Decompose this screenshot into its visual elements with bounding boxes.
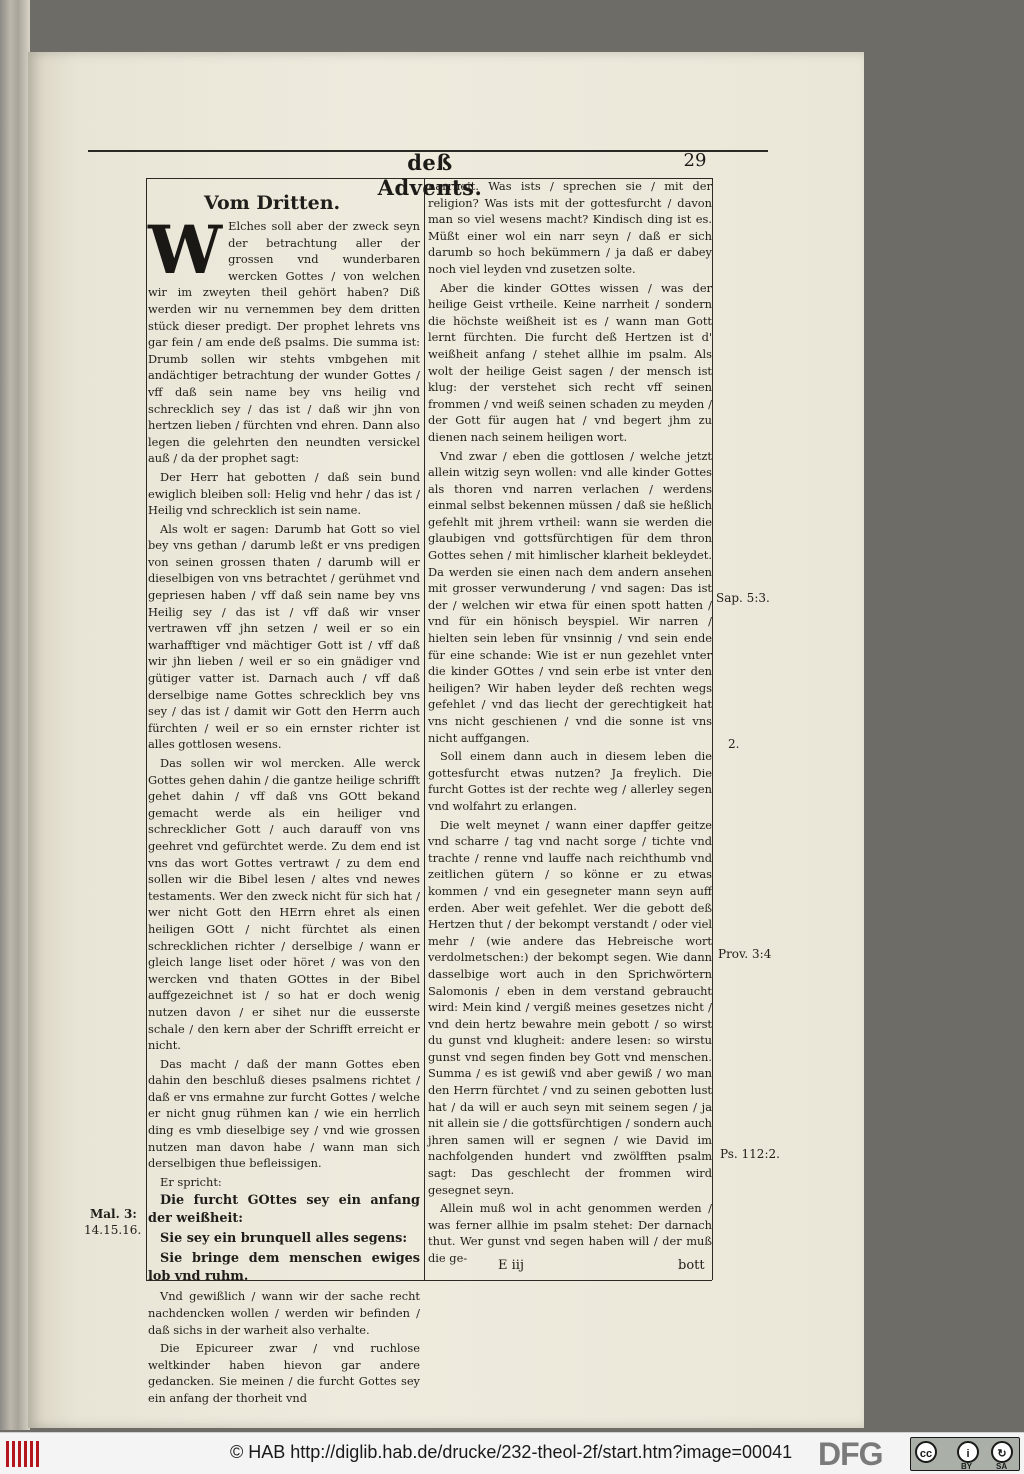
signature-mark: E iij	[498, 1258, 524, 1273]
right-margin-rule	[712, 178, 713, 1280]
viewer-footer	[0, 1432, 1024, 1474]
paragraph: Der Herr hat gebotten / daß sein bund ewiglich bleiben soll: Helig vnd hehr / das ist / Heilig vnd schrecklich ist sein name.	[148, 469, 420, 518]
column-divider	[424, 178, 425, 1280]
marginal-note-sap: Sap. 5:3.	[716, 591, 770, 605]
left-margin-rule	[146, 178, 147, 1280]
paragraph: Er spricht:	[160, 1174, 222, 1189]
marginal-note-mal: Mal. 3:	[90, 1207, 137, 1221]
cc-license-badge[interactable]	[910, 1437, 1020, 1471]
running-head: deß Advents.	[377, 150, 483, 200]
paragraph-text: Elches soll aber der zweck seyn der betrachtung aller der grossen vnd wunderbaren wercken Gottes / von welchen wir im zweyten theil gehört haben? Diß werden wir nu vernemmen bey dem dritten stück dieser predigt. Der prophet lehrets vns gar fein / am ende deß psalms. Die summa ist: Drumb sollen wir stehts vmbgehen mit andächtiger betrachtung der wunder Gottes / vff daß sein name bey vns heilig vnd schrecklich sey / das ist / daß wir jhn von hertzen lieben / fürchten vnd ehren. Dann also legen die gelehrten den neundten versickel auß / da der prophet sagt:	[148, 219, 420, 466]
paragraph: Das macht / daß der mann Gottes eben dahin den beschluß dieses psalmens richtet / daß er vns ermahne zur furcht Gottes / welche er nicht gnug rühmen kan / wie ein herrlich ding es vmb dieselbige sey / vnd wie grossen nutzen man davon habe / wann man sich derselbigen thue befleissigen.	[148, 1056, 420, 1171]
dfg-logo[interactable]: DFG	[818, 1436, 883, 1472]
section-heading: Vom Dritten.	[204, 192, 341, 214]
marginal-note-mal-verses: 14.15.16.	[84, 1223, 142, 1237]
hab-logo-icon	[6, 1441, 40, 1467]
copyright-link[interactable]: © HAB http://diglib.hab.de/drucke/232-theol-2f/start.htm?image=00041	[230, 1442, 793, 1462]
drop-cap: W	[148, 211, 223, 289]
paragraph: Vnd zwar / eben die gottlosen / welche jetzt allein witzig seyn wollen: vnd alle kinder Gottes als thoren vnd narren verlachen / werdens einmal selbst bekennen müssen / daß sie heßlich gefehlt mit jhrem vrtheil: wann sie werden die glaubigen vnd gottsfürchtigen für dem thron Gottes sehen / mit himlischer klarheit bekleydet. Da werden sie einen nach dem andern ansehen mit grosser verwunderung / vnd sagen: Das ist der / welchen wir etwa für einen spott hatten / vnd für ein hönisch beyspiel. Wir narren / hielten sein leben für vnsinnig / vnd sein ende für eine schande: Wie ist er nun gezehlet vnter die kinder GOttes / vnd sein erbe ist vnter den heiligen? Wir haben leyder deß rechten wegs gefehlet / vnd das liecht der gerechtigkeit hat vns nicht geschienen / vnd die sonne ist vns nicht auffgangen.	[428, 448, 712, 745]
paragraph: Die Epicureer zwar / vnd ruchlose weltkinder haben hievon gar andere gedancken. Sie meinen / die furcht Gottes sey ein anfang der thorheit vnd	[148, 1341, 420, 1405]
paragraph: Soll einem dann auch in diesem leben die gottesfurcht etwas nutzen? Ja freylich. Die furcht Gottes ist der rechte weg / allerley segen vnd wolfahrt zu erlangen.	[428, 749, 712, 813]
emphasized-line: Sie sey ein brunquell alles segens:	[160, 1231, 408, 1247]
paragraph: Die welt meynet / wann einer dapffer geitze vnd scharre / tag vnd nacht sorge / tichte vnd trachte / renne vnd lauffe nach reichthumb vnd zeitlichen gütern / so könne er zu etwas kommen / vnd ein gesegneter mann seyn auff erden. Aber weit gefehlet. Wer die gebott deß Hertzen thut / der bekompt verstandt / oder viel mehr / (wie andere das Hebreische wort verdolmetschen:) der bekompt segen. Wie dann dasselbige wort auch in den Sprichwörtern Salomonis / eben in dem verstand gebraucht wird: Mein kind / vergiß meines gesetzes nicht / vnd dein hertz bewahre mein gebott / so wirst du gunst vnd klugheit: andere lesen: so wirstu gunst vnd segen finden bey Gott vnd menschen. Summa / es ist gewiß vnd aber gewiß / wo man den Herrn fürchtet / vnd zu seinen gebotten lust hat / da will er auch seyn mit seinem segen / ja nit allein sie / die gottsfürchtigen / sondern auch jhren samen will er segnen / wie David im nachfolgenden hundert vnd zwölfften psalm sagt: Das geschlecht der frommen wird gesegnet seyn.	[428, 817, 712, 1197]
catchword: bott	[678, 1258, 705, 1273]
marginal-note-prov: Prov. 3:4	[718, 947, 772, 961]
emphasized-line: Sie bringe dem menschen ewiges lob vnd ruhm.	[148, 1251, 420, 1285]
paragraph: Allein muß wol in acht genommen werden / was ferner allhie im psalm stehet: Der darnach thut. Wer gunst vnd segen haben will / der muß die ge-	[428, 1201, 712, 1265]
paragraph: Als wolt er sagen: Darumb hat Gott so viel bey vns gethan / darumb leßt er vns predigen von seinen grossen thaten / darumb will er dieselbigen von vns betrachtet / gerühmet vnd gepriesen haben / vff daß sein name bey vns Heilig sey / das ist / vff daß wir vnser vertrawen vff jhn setzen / weil er so ein warhafftiger vnd mächtiger Gott ist / vff daß wir jhn lieben / weil er so ein gnädiger vnd gütiger vatter ist. Darnach auch / vff daß derselbige name Gottes schrecklich bey vns sey / das ist / damit wir Gott den Herrn auch fürchten / weil er so ein ernster richter ist alles gottlosen wesens.	[148, 521, 420, 752]
sa-label: SA	[996, 1462, 1008, 1471]
by-label: BY	[961, 1462, 973, 1471]
paragraph: narrheit. Was ists / sprechen sie / mit der religion? Was ists mit der gottesfurcht / davon man so viel wesens macht? Kindisch ding ist es. Müßt einer wol ein narr seyn / daß er sich darumb so hoch bekümmern / ja daß er dabey noch viel leyden vnd zusetzen solte.	[428, 179, 712, 276]
marginal-note-two: 2.	[728, 737, 740, 751]
emphasized-line: Die furcht GOttes sey ein anfang der weißheit:	[148, 1193, 420, 1227]
marginal-note-ps: Ps. 112:2.	[720, 1147, 780, 1161]
cc-icon: cc	[915, 1441, 937, 1463]
right-column	[428, 178, 712, 1269]
opening-paragraph	[148, 211, 420, 467]
paragraph: Aber die kinder GOttes wissen / was der heilige Geist vrtheile. Keine narrheit / sondern die höchste weißheit ist es / wann man Gott lernt fürchten. Die furcht deß Hertzen ist d' weißheit anfang / stehet allhie im psalm. Als wolt der heilige Geist sagen / der mensch ist klug: der verstehet sich recht vff seinen frommen / vnd weiß seinen schaden zu meyden / der Gott für augen hat / vnd begert jhm zu dienen nach seinem heiligen wort.	[428, 280, 712, 444]
book-edge	[0, 0, 30, 1430]
page-number: 29	[683, 150, 707, 171]
attribution-icon: i	[957, 1441, 979, 1463]
paragraph: Vnd gewißlich / wann wir der sache recht nachdencken wollen / werden wir befinden / daß sichs in der warheit also verhalte.	[148, 1289, 420, 1337]
left-column	[148, 190, 420, 1409]
paragraph: Das sollen wir wol mercken. Alle werck Gottes gehen dahin / die gantze heilige schrifft gehet dahin / vff daß vns GOtt bekand gemacht werde als ein heiliger vnd schrecklicher Gott / auch darauff von vns geehret vnd gefürchtet werde. Zu dem end ist vns das wort Gottes vertrawt / zu dem end sollen wir die Bibel lesen / altes vnd newes testaments. Wer den zweck nicht für sich hat / wer nicht Gott den HErrn ehret als einen heiligen GOtt / nicht fürchtet als einen schrecklichen richter / derselbige / wann er gleich lange liset oder höret / was von den wercken vnd thaten GOttes in der Bibel auffgezeichnet ist / so hat er doch wenig nutzen davon / er sihet nur die eusserste schale / den kern aber der Schrifft erreicht er nicht.	[148, 756, 420, 1053]
share-alike-icon: ↻	[991, 1441, 1013, 1463]
